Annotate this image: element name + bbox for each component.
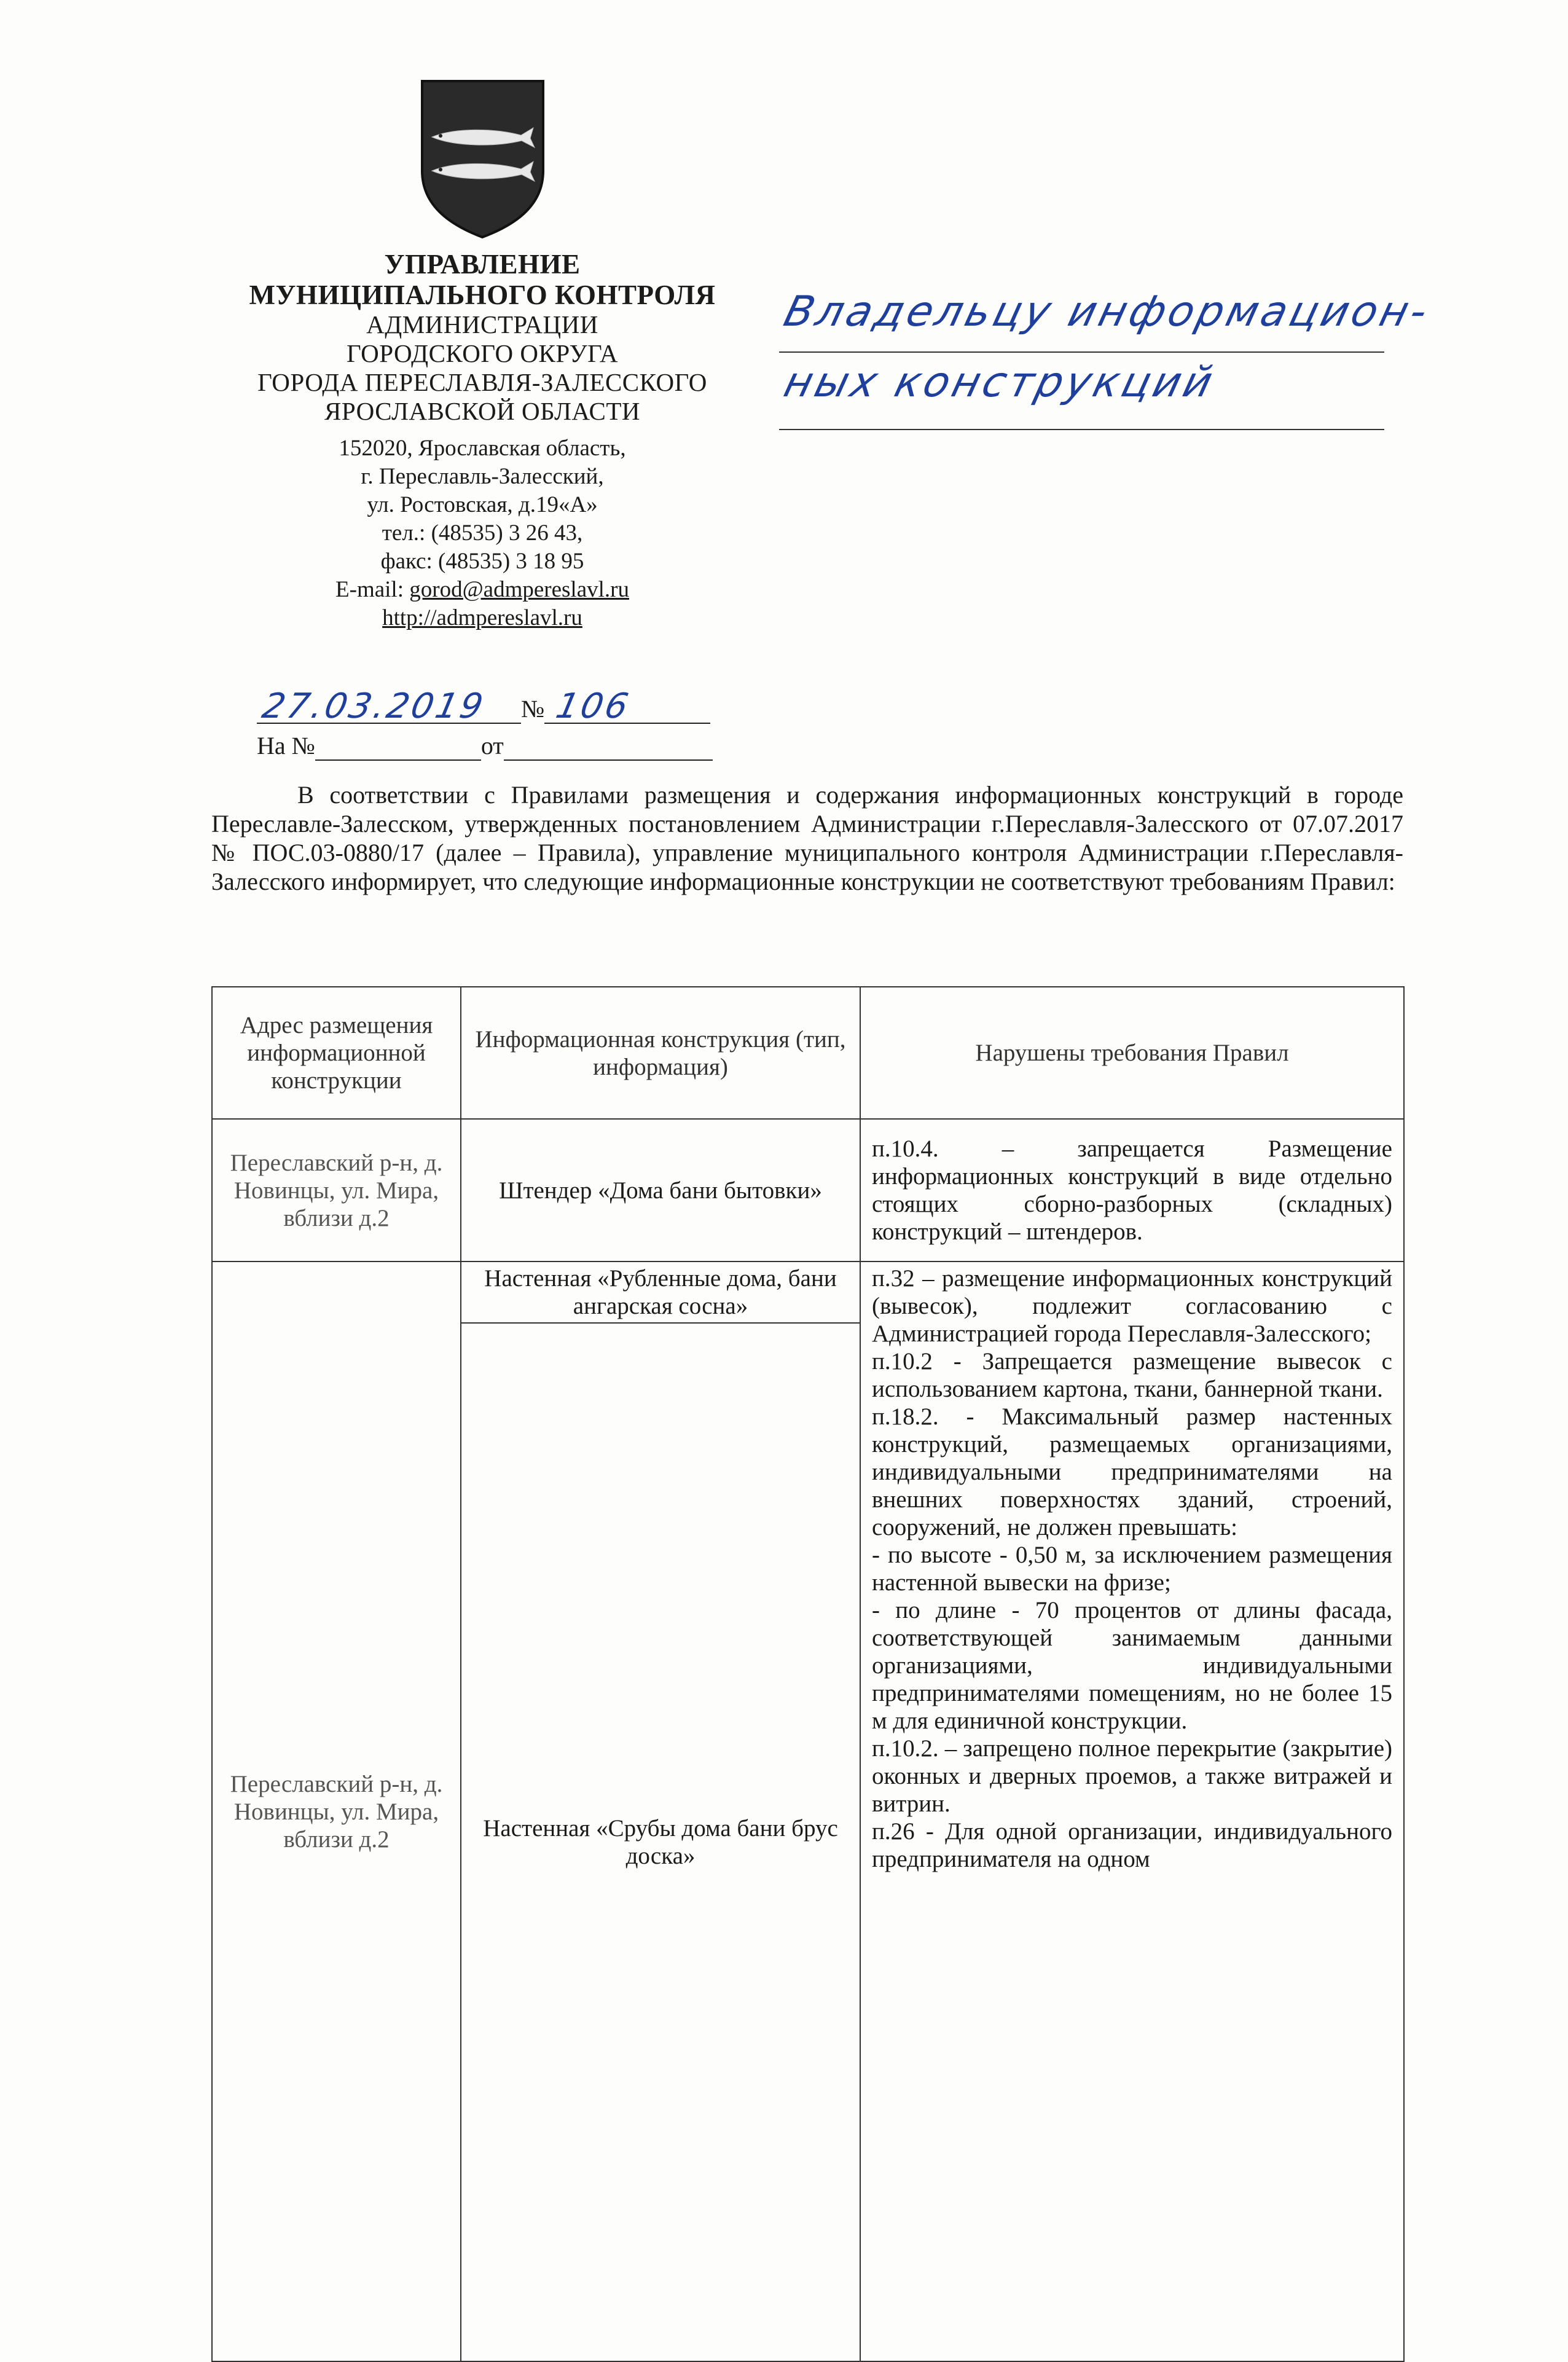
header-rules: Нарушены требования Правил [860, 987, 1404, 1119]
row2-construction-a: Настенная «Рубленные дома, бани ангарская сосна» [461, 1261, 860, 1323]
row2-rules [860, 1261, 1404, 2361]
email-label: E-mail: [335, 577, 410, 602]
intro-paragraph: В соответствии с Правилами размещения и содержания информационных конструкций в городе Переславле-Залесском, утвержденных постановлением Администрации г.Переславля-Залесского от 07.07.2017 № ПОС.03-0880/17 (далее – Правила), управление муниципального контроля Администрации г.Переславля-Залесского информирует, что следующие информационные конструкции не соответствуют требованиям Правил: [211, 781, 1403, 895]
ref-label: На № [257, 732, 315, 759]
number-handwritten: 106 [552, 686, 635, 726]
email-row [203, 576, 762, 604]
addressee-line2: ных конструкций [779, 358, 1221, 407]
fax: факс: (48535) 3 18 95 [380, 549, 584, 574]
registration-ref-row [257, 731, 713, 761]
rule-length: - по длине - 70 процентов от длины фасада, соответствующей занимаемым данными организациями, индивидуальными предпринимателями помещениям, но не более 15 м для единичной конструкции. [872, 1597, 1392, 1734]
header-address: Адрес размещения информационной конструкции [212, 987, 461, 1119]
registration-date-row [257, 686, 710, 726]
header-construction: Информационная конструкция (тип, информация) [461, 987, 860, 1119]
letterhead [203, 249, 762, 632]
rule-height: - по высоте - 0,50 м, за исключением размещения настенной вывески на фризе; [872, 1542, 1392, 1596]
phone: тел.: (48535) 3 26 43, [382, 520, 583, 546]
coat-of-arms-emblem [420, 79, 546, 240]
rule-p32: п.32 – размещение информационных конструкций (вывесок), подлежит согласованию с Администрацией города Переславля-Залесского; [872, 1265, 1392, 1347]
addressee-line1: Владельцу информацион- [779, 288, 1435, 336]
number-label: № [521, 695, 545, 723]
table-header-row [212, 987, 1404, 1119]
org-name-line5: ГОРОДА ПЕРЕСЛАВЛЯ-ЗАЛЕССКОГО [257, 368, 707, 396]
addressee-underline1 [779, 351, 1384, 353]
rule-p26: п.26 - Для одной организации, индивидуального предпринимателя на одном [872, 1818, 1392, 1872]
address-line3: ул. Ростовская, д.19«А» [367, 492, 598, 517]
website-link[interactable]: http://admpereslavl.ru [382, 605, 582, 630]
row1-address: Переславский р-н, д. Новинцы, ул. Мира, вблизи д.2 [212, 1119, 461, 1261]
org-name-line4: ГОРОДСКОГО ОКРУГА [346, 339, 619, 367]
row1-construction: Штендер «Дома бани бытовки» [461, 1119, 860, 1261]
ref-number-field [315, 732, 481, 761]
org-name-line3: АДМИНИСТРАЦИИ [366, 310, 598, 339]
addressee-underline2 [779, 429, 1384, 430]
addressee-block [779, 288, 1435, 435]
address-line1: 152020, Ярославская область, [339, 436, 626, 461]
violations-table [211, 986, 1405, 2362]
rule-p10-2-windows: п.10.2. – запрещено полное перекрытие (закрытие) оконных и дверных проемов, а также витражей и витрин. [872, 1735, 1392, 1817]
org-name-line6: ЯРОСЛАВСКОЙ ОБЛАСТИ [324, 397, 640, 425]
row2-address: Переславский р-н, д. Новинцы, ул. Мира, вблизи д.2 [212, 1261, 461, 2361]
date-handwritten: 27.03.2019 [259, 686, 489, 726]
ref-date-field [504, 732, 713, 761]
number-field [544, 686, 710, 726]
address-line2: г. Переславль-Залесский, [361, 464, 604, 489]
rule-p18-2: п.18.2. - Максимальный размер настенных конструкций, размещаемых организациями, индивидуальными предпринимателями на внешних поверхностях зданий, строений, сооружений, не должен превышать: [872, 1403, 1392, 1540]
org-name-line2: МУНИЦИПАЛЬНОГО КОНТРОЛЯ [249, 280, 716, 310]
table-row [212, 1119, 1404, 1261]
table-row [212, 1261, 1404, 1323]
org-name-line1: УПРАВЛЕНИЕ [384, 249, 581, 280]
date-field [257, 686, 521, 726]
row2-construction-b: Настенная «Срубы дома бани брус доска» [461, 1323, 860, 2361]
rule-p10-2: п.10.2 - Запрещается размещение вывесок с использованием картона, ткани, баннерной ткани. [872, 1348, 1392, 1402]
from-label: от [480, 732, 504, 759]
row1-rules: п.10.4. – запрещается Размещение информационных конструкций в виде отдельно стоящих сборно-разборных (складных) конструкций – штендеров. [860, 1119, 1404, 1261]
email-link[interactable]: gorod@admpereslavl.ru [409, 577, 629, 602]
org-contacts [203, 434, 762, 632]
